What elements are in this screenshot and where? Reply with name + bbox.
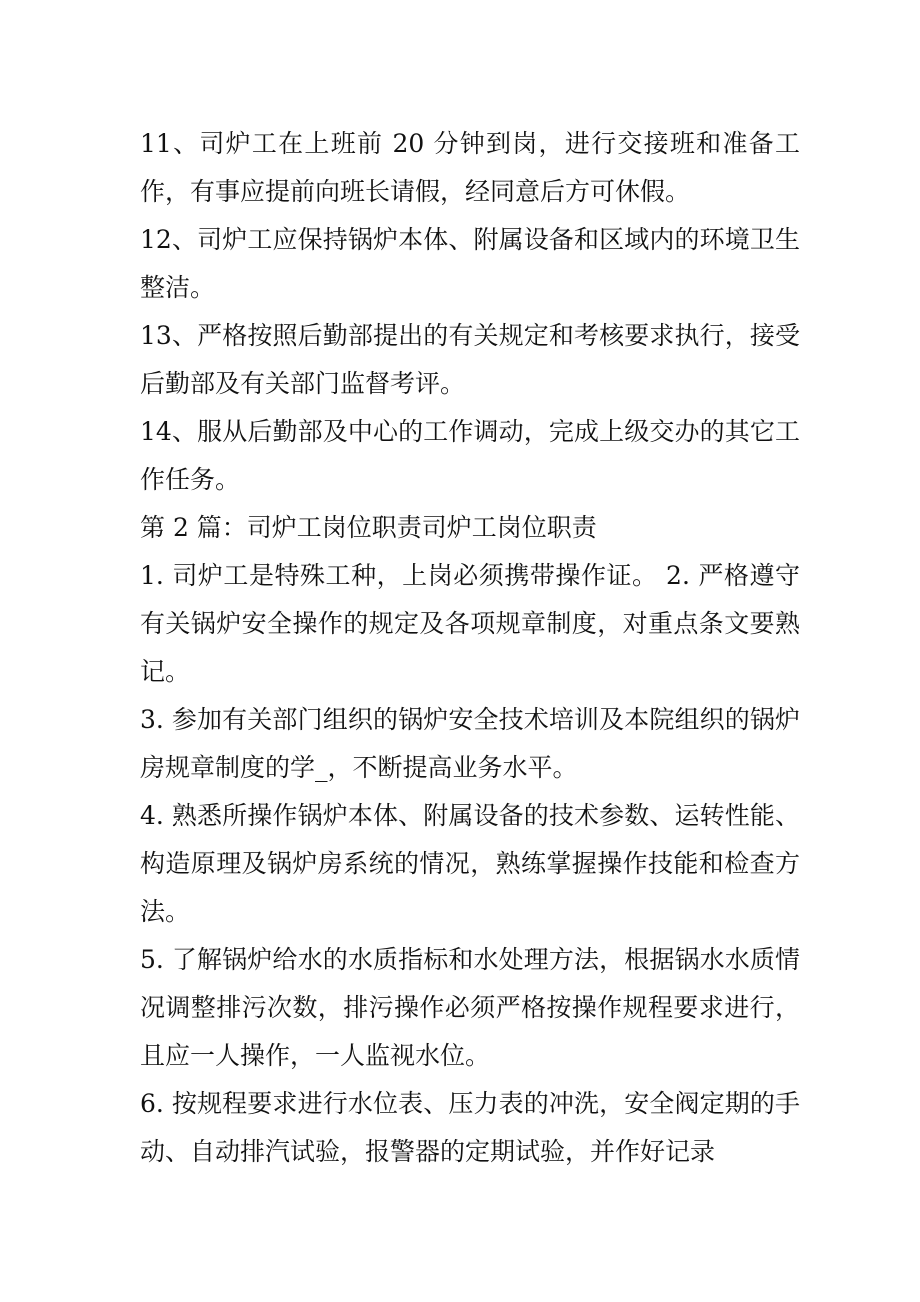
document-body (140, 120, 800, 1176)
duty-item-5: 5. 了解锅炉给水的水质指标和水处理方法，根据锅水水质情况调整排污次数，排污操作必须严格按操作规程要求进行，且应一人操作，一人监视水位。 (140, 945, 800, 1070)
paragraph-11: 11、司炉工在上班前 20 分钟到岗，进行交接班和准备工作，有事应提前向班长请假，经同意后方可休假。 (140, 129, 800, 206)
paragraph-14: 14、服从后勤部及中心的工作调动，完成上级交办的其它工作任务。 (140, 417, 800, 494)
duty-item-6: 6. 按规程要求进行水位表、压力表的冲洗，安全阀定期的手动、自动排汽试验，报警器的定期试验，并作好记录 (140, 1089, 800, 1166)
paragraph-12: 12、司炉工应保持锅炉本体、附属设备和区域内的环境卫生整洁。 (140, 225, 800, 302)
duty-item-4: 4. 熟悉所操作锅炉本体、附属设备的技术参数、运转性能、构造原理及锅炉房系统的情况，熟练掌握操作技能和检查方法。 (140, 801, 800, 926)
section-heading: 第 2 篇：司炉工岗位职责司炉工岗位职责 (140, 513, 597, 542)
duty-item-3: 3. 参加有关部门组织的锅炉安全技术培训及本院组织的锅炉房规章制度的学_，不断提高业务水平。 (140, 705, 800, 782)
duty-item-1-2: 1. 司炉工是特殊工种，上岗必须携带操作证。 2. 严格遵守有关锅炉安全操作的规定及各项规章制度，对重点条文要熟记。 (140, 561, 800, 686)
paragraph-13: 13、严格按照后勤部提出的有关规定和考核要求执行，接受后勤部及有关部门监督考评。 (140, 321, 800, 398)
